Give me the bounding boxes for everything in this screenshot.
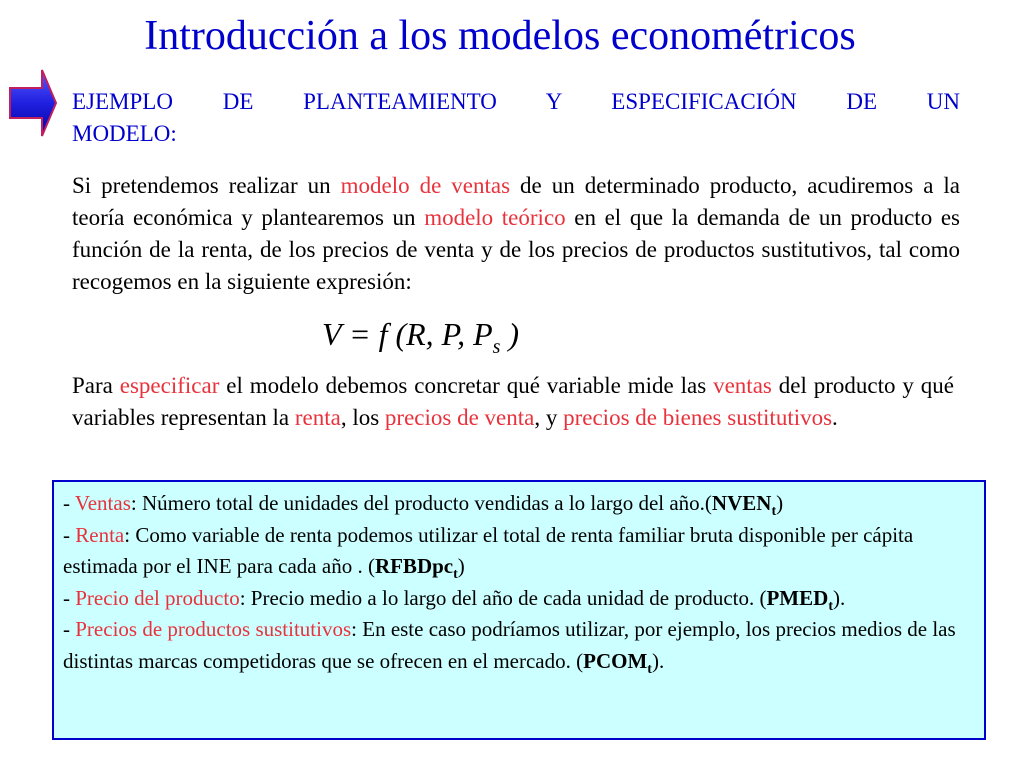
bullet-dash: - (63, 522, 76, 547)
text-run: . (832, 405, 838, 430)
text-run: , y (534, 405, 564, 430)
definition-end: ) (776, 491, 784, 515)
definition-end: ) (457, 554, 465, 578)
definition-precios-sustitutivos (63, 614, 974, 677)
highlight-precios-sustitutivos: precios de bienes sustitutivos (563, 405, 833, 430)
variable-subscript: t (453, 567, 458, 582)
demand-formula (322, 314, 519, 367)
variable-code: NVEN (711, 491, 772, 515)
variable-code: RFBDpc (374, 554, 454, 578)
definition-term: Precio del producto (75, 585, 240, 610)
definition-text: : Número total de unidades del producto vendidas a lo largo del año.( (130, 491, 712, 515)
example-heading (72, 86, 960, 150)
variable-subscript: t (828, 598, 833, 614)
definition-term: Ventas (74, 491, 131, 515)
definition-text: : Precio medio a lo largo del año de cada unidad de producto. ( (239, 585, 767, 610)
highlight-precios-de-venta: precios de venta (384, 405, 535, 430)
highlight-renta: renta (294, 405, 341, 430)
highlight-ventas: ventas (713, 373, 772, 398)
text-run: el modelo debemos concretar qué variable mide las (219, 373, 714, 398)
formula-close: ) (500, 316, 520, 352)
text-run: Si pretendemos realizar un (72, 173, 341, 198)
highlight-modelo-de-ventas: modelo de ventas (340, 173, 511, 198)
definition-end: ). (832, 585, 846, 610)
text-run: en el que la demanda de un producto es función de la renta, de los precios de venta y de los precios de productos sustitutivos, tal como recogemos en la siguiente expresión: (72, 205, 960, 294)
bullet-dash: - (63, 617, 76, 641)
heading-line-1: EJEMPLO DE PLANTEAMIENTO Y ESPECIFICACIÓN DE UN (72, 89, 960, 114)
highlight-especificar: especificar (119, 373, 220, 398)
definition-text: : Como variable de renta podemos utilizar el total de renta familiar bruta disponible per cápita estimada por el INE para cada año . ( (63, 522, 914, 578)
variable-code: PCOM (583, 648, 648, 673)
variable-subscript: t (771, 504, 777, 519)
definition-text: : En este caso podríamos utilizar, por ejemplo, los precios medios de las distintas marcas competidoras que se ofrecen en el mercado. ( (63, 617, 956, 673)
highlight-modelo-teorico: modelo teórico (424, 205, 566, 230)
specification-paragraph (72, 370, 954, 434)
text-run: , los (340, 405, 385, 430)
definition-ventas (63, 488, 974, 520)
intro-paragraph (72, 170, 960, 298)
definition-term: Renta (75, 522, 125, 547)
variable-definitions-box (52, 480, 986, 740)
variable-code: PMED (766, 585, 829, 610)
formula-main: V = f (R, P, P (322, 316, 493, 352)
bullet-dash: - (63, 491, 75, 515)
definition-end: ). (651, 648, 665, 673)
definition-term: Precios de productos sustitutivos (75, 617, 352, 641)
right-arrow-icon (8, 68, 58, 138)
text-run: del producto y qué variables representan la (72, 373, 954, 430)
definition-precio-producto (63, 583, 974, 615)
bullet-dash: - (63, 585, 76, 610)
text-run: de un determinado producto, acudiremos a la teoría económica y plantearemos un (72, 173, 960, 230)
slide-title: Introducción a los modelos econométricos (144, 13, 856, 59)
definition-renta (63, 520, 974, 583)
formula-subscript: s (492, 336, 501, 358)
heading-line-2: MODELO: (72, 121, 177, 146)
text-run: Para (72, 373, 120, 398)
variable-subscript: t (647, 661, 652, 677)
